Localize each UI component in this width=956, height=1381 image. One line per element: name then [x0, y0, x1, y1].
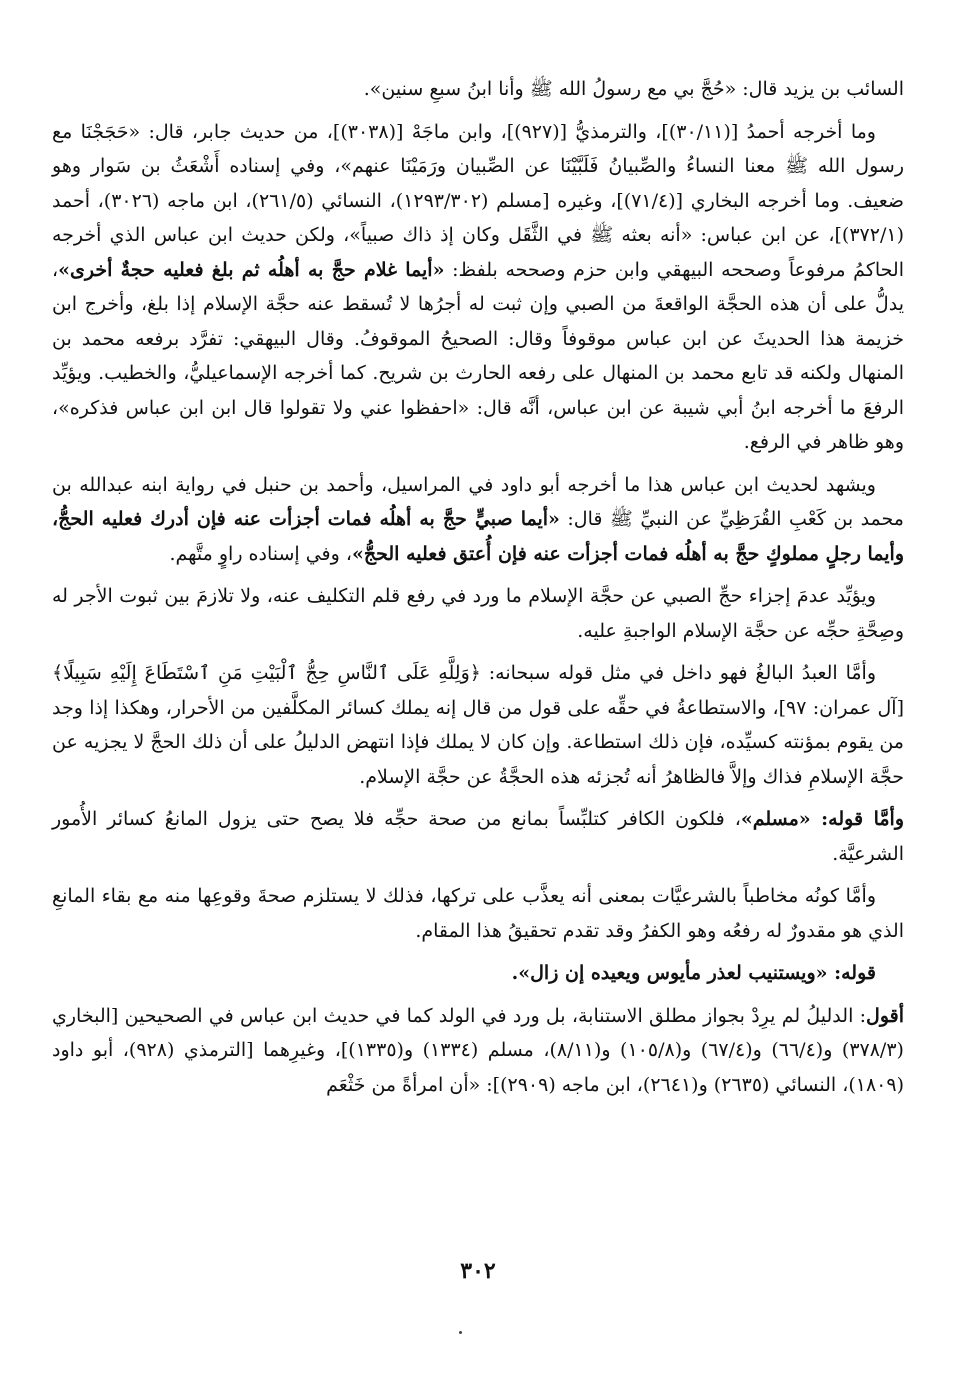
scan-speck [459, 1331, 462, 1334]
paragraph [52, 468, 904, 572]
text-segment: ويشهد لحديث ابن عباس هذا ما أخرجه أبو داود في المراسيل، وأحمد بن حنبل في رواية ابنه عبدالله بن محمد بن كَعْبِ القُرَظِيِّ عن النبيِّ ﷺ قال: [52, 473, 904, 530]
text-segment: وما أخرجه أحمدُ [(٣٠/١١)]، والترمذيُّ [(٩٢٧)]، وابن ماجَهْ [(٣٠٣٨)]، من حديث جابر، قال: «حَجَجْنَا مع رسول الله ﷺ معنا النساءُ والصِّبيانُ فَلَبَّيْنَا عن الصِّبيان ورَمَيْنَا عنهم»، وفي إسناده أَشْعَثُ بن سَوار وهو ضعيف. وما أخرجه البخاري [(٧١/٤)]، وغيره [مسلم (١٢٩٣/٣٠٢)، النسائي (٢٦١/٥)، ابن ماجه (٣٠٢٦)، أحمد (٣٧٢/١)]، عن ابن عباس: «أنه بعثه ﷺ في الثَّقَل وكان إذ ذاك صبياً»، ولكن حديث ابن عباس الذي أخرجه الحاكمُ مرفوعاً وصححه البيهقي وابن حزم وصححه بلفظ: [52, 120, 904, 281]
bold-text-segment: «أيما غلام حجَّ به أهلُه ثم بلغ فعليه حجةٌ أخرى» [58, 258, 445, 281]
bold-text-segment: «أيما صبيٍّ حجَّ به أهلُه فمات أجزأت عنه فإن أدرك فعليه الحجُّ، وأيما رجلٍ مملوكٍ حجَّ به أهلُه فمات أجزأت عنه فإن أُعتق فعليه الحجُّ» [52, 508, 904, 565]
bold-text-segment: وأمَّا قوله: «مسلم» [740, 808, 904, 830]
page-body [52, 72, 904, 1110]
bold-text-segment: قوله: «ويستنيب لعذر مأيوس ويعيده إن زال». [511, 962, 876, 984]
text-segment: ، يدلُّ على أن هذه الحجَّة الواقعةَ من الصبي وإن ثبت له أجرُها لا تُسقط عنه حجَّة الإسلام إذا بلغ، وأخرج ابن خزيمة هذا الحديثَ عن ابن عباس موقوفاً وقال: الصحيحُ الموقوفُ. وقال البيهقي: تفرَّد برفعه محمد بن المنهال ولكنه قد تابع محمد بن المنهال على رفعه الحارث بن شريح. كما أخرجه الإسماعيليُّ، والخطيب. ويؤيِّد الرفعَ ما أخرجه ابنُ أبي شيبة عن ابن عباس، أنَّه قال: «احفظوا عني ولا تقولوا قال ابن ابن عباس فذكره»، وهو ظاهر في الرفع. [52, 258, 904, 453]
paragraph [52, 956, 904, 991]
page-number: ٣٠٢ [460, 1258, 496, 1284]
paragraph [52, 999, 904, 1103]
paragraph [52, 115, 904, 460]
paragraph [52, 656, 904, 794]
text-segment: وأمَّا العبدُ البالغُ فهو داخل في مثل قوله سبحانه: ﴿وَلِلَّهِ عَلَى ٱلنَّاسِ حِجُّ ٱلْبَيْتِ مَنِ ٱسْتَطَاعَ إِلَيْهِ سَبِيلًا﴾ [آل عمران: ٩٧]، والاستطاعةُ في حقِّه على قول من قال إنه يملك كسائر المكلَّفين من الأحرار، وهكذا إذا وجد من يقوم بمؤنته كسيِّده، فإن ذلك استطاعة. وإن كان لا يملك فإذا انتهض الدليلُ على أن ذلك الحجَّ لا يجزيه عن حجَّة الإسلامِ فذاك وإلاَّ فالظاهرُ أنه تُجزئه هذه الحجَّةُ عن حجَّة الإسلام. [52, 662, 904, 788]
text-segment: ويؤيِّد عدمَ إجزاء حجِّ الصبي عن حجَّة الإسلام ما ورد في رفع قلم التكليف عنه، ولا تلازمَ بين ثبوت الأجر له وصِحَّةِ حجِّه عن حجَّة الإسلام الواجبةِ عليه. [52, 585, 904, 642]
paragraph [52, 879, 904, 948]
text-segment: ، فلكون الكافر كتلبِّساً بمانع من صحة حجِّه فلا يصح حتى يزول المانعُ كسائر الأُمور الشرعيَّة. [52, 808, 904, 865]
text-segment: : الدليلُ لم يرِدْ بجواز مطلق الاستنابة، بل ورد في الولد كما في حديث ابن عباس في الصحيحين [البخاري (٣٧٨/٣) و(٦٦/٤) و(٦٧/٤) و(١٠٥/٨) و(٨/١١)، مسلم (١٣٣٤) و(١٣٣٥)]، وغيرِهما [الترمذي (٩٢٨)، أبو داود (١٨٠٩)، النسائي (٢٦٣٥) و(٢٦٤١)، ابن ماجه (٢٩٠٩)]: «أن امرأةً من خَثْعَم [52, 1004, 904, 1096]
text-segment: ، وفي إسناده راوٍ متَّهم. [169, 542, 352, 565]
text-segment: السائب بن يزيد قال: «حُجَّ بي مع رسولُ الله ﷺ وأنا ابنُ سبعِ سنين». [363, 78, 904, 100]
bold-text-segment: أقول [866, 1004, 904, 1027]
text-segment: وأمَّا كونُه مخاطباً بالشرعيَّات بمعنى أنه يعذَّب على تركها، فذلك لا يستلزم صحةَ وقوعِها منه مع بقاء المانعِ الذي هو مقدورٌ له رفعُه وهو الكفرُ وقد تقدم تحقيقُ هذا المقام. [52, 885, 904, 942]
paragraph [52, 579, 904, 648]
paragraph [52, 72, 904, 107]
paragraph [52, 802, 904, 871]
